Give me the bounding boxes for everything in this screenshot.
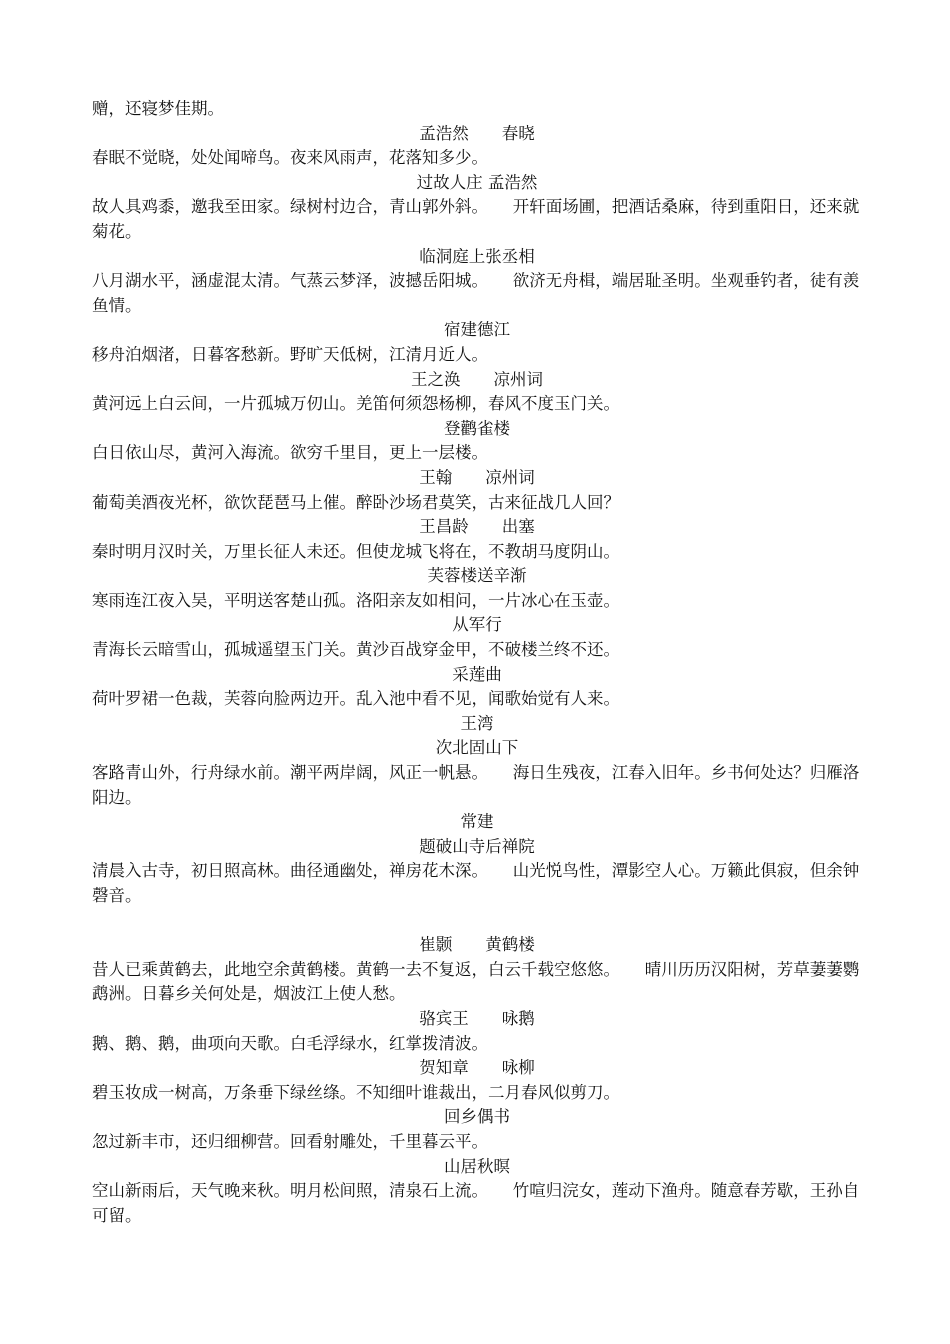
poem-title: 山居秋暝 xyxy=(444,1156,510,1176)
poem-title: 临洞庭上张丞相 xyxy=(419,246,535,266)
poem-text: 昔人已乘黄鹤去，此地空余黄鹤楼。黄鹤一去不复返，白云千载空悠悠。 晴川历历汉阳树，芳草萋萋鹦鹉洲。日暮乡关何处是，烟波江上使人愁。 xyxy=(92,959,860,1004)
blank-line xyxy=(92,909,862,934)
poem-title: 登鹳雀楼 xyxy=(444,418,510,438)
poem-text: 碧玉妆成一树高，万条垂下绿丝绦。不知细叶谁裁出，二月春风似剪刀。 xyxy=(92,1082,620,1102)
poem-title: 孟浩然 春晓 xyxy=(419,123,535,143)
poem-title: 过故人庄 孟浩然 xyxy=(416,172,538,192)
poem-text: 客路青山外，行舟绿水前。潮平两岸阔，风正一帆悬。 海日生残夜，江春入旧年。乡书何处达？归雁洛阳边。 xyxy=(92,763,860,807)
poem-title: 采莲曲 xyxy=(452,664,502,684)
poem-text: 空山新雨后，天气晚来秋。明月松间照，清泉石上流。 竹喧归浣女，莲动下渔舟。随意春芳歇，王孙自可留。 xyxy=(92,1181,860,1225)
poem-title: 骆宾王 咏鹅 xyxy=(419,1008,535,1028)
poem-text: 鹅、鹅、鹅，曲项向天歌。白毛浮绿水，红掌拨清波。 xyxy=(92,1033,488,1053)
poem-text: 忽过新丰市，还归细柳营。回看射雕处，千里暮云平。 xyxy=(92,1131,488,1151)
poem-title: 次北固山下 xyxy=(435,738,519,758)
poem-text: 寒雨连江夜入吴，平明送客楚山孤。洛阳亲友如相问，一片冰心在玉壶。 xyxy=(92,590,620,610)
poem-title: 题破山寺后禅院 xyxy=(419,836,535,856)
poem-text: 荷叶罗裙一色裁，芙蓉向脸两边开。乱入池中看不见，闻歌始觉有人来。 xyxy=(92,689,620,709)
document-page xyxy=(92,97,862,1228)
poem-text: 移舟泊烟渚，日暮客愁新。野旷天低树，江清月近人。 xyxy=(92,344,488,364)
poem-title: 贺知章 咏柳 xyxy=(419,1058,535,1078)
poem-text: 赠，还寝梦佳期。 xyxy=(92,99,224,118)
poem-title: 王之涣 凉州词 xyxy=(411,369,543,389)
poem-title: 芙蓉楼送辛渐 xyxy=(427,566,527,586)
poem-text: 故人具鸡黍，邀我至田家。绿树村边合，青山郭外斜。 开轩面场圃，把酒话桑麻，待到重阳日，还来就菊花。 xyxy=(92,197,860,241)
poem-title: 从军行 xyxy=(452,615,502,635)
poem-title: 崔颢 黄鹤楼 xyxy=(419,935,535,955)
poem-title: 常建 xyxy=(460,812,494,832)
poem-title: 王翰 凉州词 xyxy=(419,467,535,487)
poem-text: 清晨入古寺，初日照高林。曲径通幽处，禅房花木深。 山光悦鸟性，潭影空人心。万籁此俱寂，但余钟磬音。 xyxy=(92,861,860,905)
poem-title: 回乡偶书 xyxy=(444,1107,510,1127)
poem-text: 黄河远上白云间，一片孤城万仞山。羌笛何须怨杨柳，春风不度玉门关。 xyxy=(92,394,620,414)
poem-text: 葡萄美酒夜光杯，欲饮琵琶马上催。醉卧沙场君莫笑，古来征战几人回？ xyxy=(92,492,620,512)
poem-text: 白日依山尽，黄河入海流。欲穷千里目，更上一层楼。 xyxy=(92,443,488,463)
poem-title: 宿建德江 xyxy=(444,320,510,340)
poem-text: 秦时明月汉时关，万里长征人未还。但使龙城飞将在，不教胡马度阴山。 xyxy=(92,541,620,561)
poem-text: 青海长云暗雪山，孤城遥望玉门关。黄沙百战穿金甲，不破楼兰终不还。 xyxy=(92,640,620,660)
poem-title: 王昌龄 出塞 xyxy=(419,517,535,537)
poem-title: 王湾 xyxy=(460,713,494,733)
poem-text: 八月湖水平，涵虚混太清。气蒸云梦泽，波撼岳阳城。 欲济无舟楫，端居耻圣明。坐观垂钓者，徒有羡鱼情。 xyxy=(92,271,860,315)
poem-text: 春眠不觉晓，处处闻啼鸟。夜来风雨声，花落知多少。 xyxy=(92,148,488,168)
